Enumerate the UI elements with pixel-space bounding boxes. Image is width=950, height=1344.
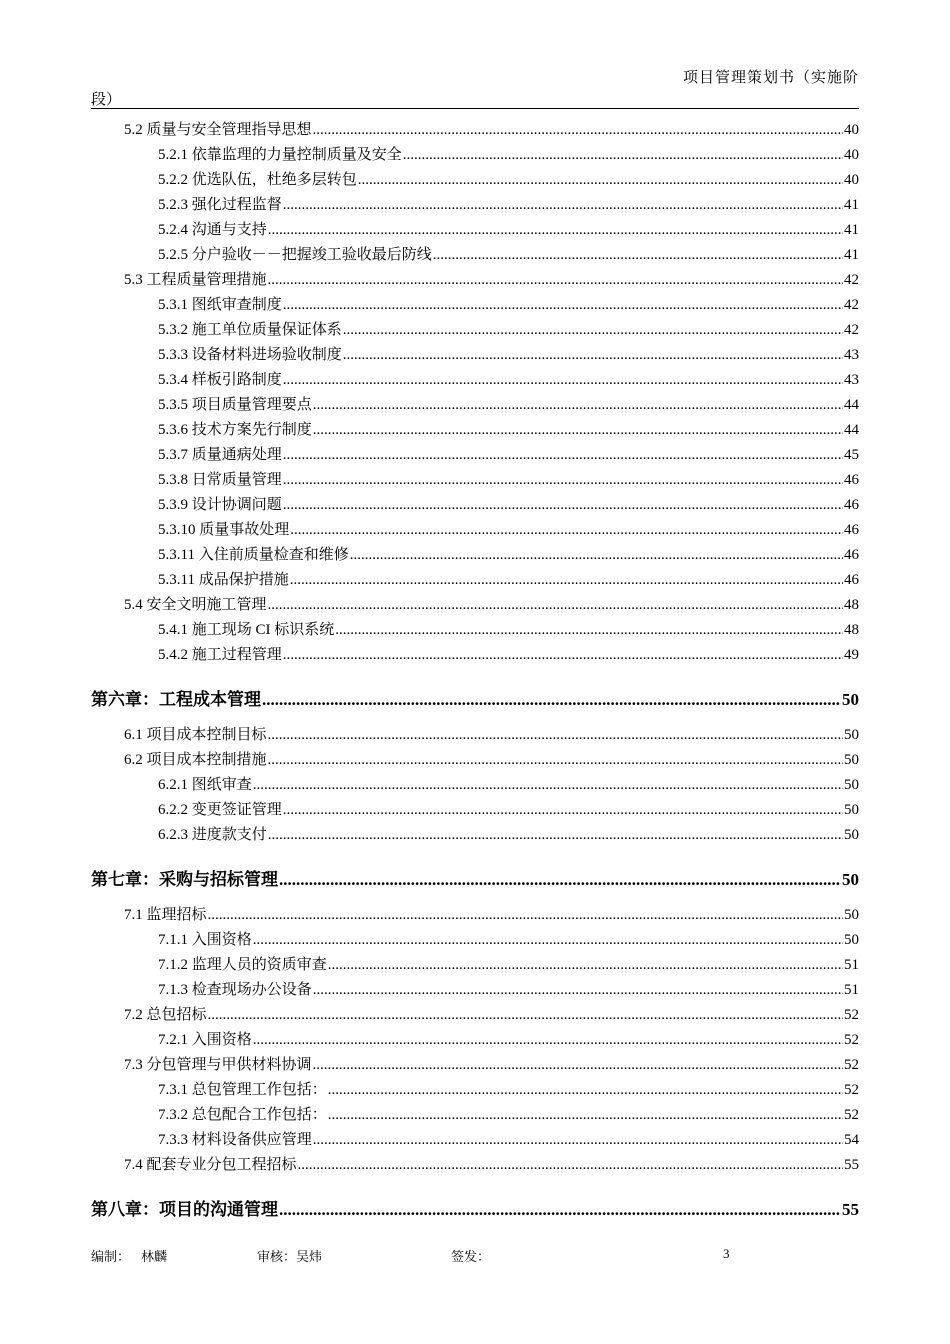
toc-entry-title: 7.4 配套专业分包工程招标: [124, 1157, 297, 1173]
toc-entry-title: 6.2.3 进度款支付: [158, 827, 267, 843]
toc-dot-leader: [313, 418, 843, 443]
toc-entry-title: 5.3.3 设备材料进场验收制度: [158, 347, 342, 363]
footer-editor-name: 林麟: [141, 1249, 168, 1264]
toc-entry-title: 7.1.1 入围资格: [158, 932, 252, 948]
footer-page-number: 3: [723, 1246, 730, 1261]
toc-entry[interactable]: [91, 393, 859, 418]
toc-entry-page: 52: [844, 1032, 859, 1048]
toc-entry-title: 6.2.1 图纸审查: [158, 777, 252, 793]
toc-entry-title: 5.3.1 图纸审查制度: [158, 297, 282, 313]
toc-entry[interactable]: [91, 343, 859, 368]
toc-entry[interactable]: [91, 773, 859, 798]
toc-entry-page: 44: [844, 397, 859, 413]
toc-entry-page: 46: [844, 497, 859, 513]
toc-entry-title: 5.3.4 样板引路制度: [158, 372, 282, 388]
toc-dot-leader: [283, 193, 843, 218]
toc-dot-leader: [350, 543, 843, 568]
toc-entry-page: 46: [844, 547, 859, 563]
footer-reviewer: 审核：吴炜: [257, 1249, 323, 1264]
toc-entry[interactable]: [91, 318, 859, 343]
toc-dot-leader: [283, 798, 843, 823]
toc-entry[interactable]: [91, 143, 859, 168]
toc-dot-leader: [268, 593, 843, 618]
toc-entry-page: 46: [844, 472, 859, 488]
toc-entry[interactable]: [91, 1028, 859, 1053]
toc-entry[interactable]: [91, 593, 859, 618]
toc-entry-title: 7.3.3 材料设备供应管理: [158, 1132, 312, 1148]
toc-dot-leader: [268, 748, 843, 773]
toc-entry-title: 7.1.2 监理人员的资质审查: [158, 957, 327, 973]
toc-entry-page: 52: [844, 1082, 859, 1098]
toc-dot-leader: [313, 1128, 843, 1153]
toc-entry[interactable]: [91, 1128, 859, 1153]
toc-dot-leader: [268, 268, 843, 293]
toc-entry[interactable]: [91, 978, 859, 1003]
toc-entry-page: 50: [844, 752, 859, 768]
toc-entry[interactable]: [91, 1078, 859, 1103]
toc-entry-page: 55: [844, 1157, 859, 1173]
toc-entry-title: 7.1.3 检查现场办公设备: [158, 982, 312, 998]
toc-entry[interactable]: [91, 293, 859, 318]
toc-entry-title: 5.3.6 技术方案先行制度: [158, 422, 312, 438]
toc-entry-page: 50: [844, 827, 859, 843]
toc-chapter-entry[interactable]: [91, 866, 859, 894]
toc-entry-page: 41: [844, 247, 859, 263]
toc-dot-leader: [403, 143, 843, 168]
toc-entry-title: 第八章：项目的沟通管理: [91, 1200, 278, 1219]
toc-entry[interactable]: [91, 518, 859, 543]
toc-entry[interactable]: [91, 798, 859, 823]
toc-entry-title: 7.3.2 总包配合工作包括：: [158, 1107, 327, 1123]
toc-entry[interactable]: [91, 493, 859, 518]
toc-dot-leader: [283, 643, 843, 668]
toc-entry[interactable]: [91, 953, 859, 978]
toc-entry-title: 5.3.5 项目质量管理要点: [158, 397, 312, 413]
toc-entry[interactable]: [91, 723, 859, 748]
toc-entry-page: 50: [844, 727, 859, 743]
toc-entry-title: 5.2.4 沟通与支持: [158, 222, 267, 238]
toc-entry-title: 5.3.9 设计协调问题: [158, 497, 282, 513]
toc-entry-title: 第七章：采购与招标管理: [91, 870, 278, 889]
toc-entry-title: 5.3.7 质量通病处理: [158, 447, 282, 463]
toc-entry-page: 42: [844, 322, 859, 338]
toc-entry[interactable]: [91, 418, 859, 443]
toc-entry[interactable]: [91, 443, 859, 468]
header-title: 项目管理策划书（实施阶: [682, 70, 859, 86]
toc-entry[interactable]: [91, 903, 859, 928]
toc-chapter-entry[interactable]: [91, 1196, 859, 1224]
footer-issuer: 签发：: [451, 1249, 491, 1264]
toc-entry[interactable]: [91, 568, 859, 593]
toc-entry[interactable]: [91, 823, 859, 848]
page-header: [91, 66, 859, 109]
toc-entry-title: 5.2 质量与安全管理指导思想: [124, 122, 312, 138]
toc-entry-title: 6.1 项目成本控制目标: [124, 727, 267, 743]
toc-entry-title: 第六章：工程成本管理: [91, 690, 261, 709]
toc-dot-leader: [313, 978, 843, 1003]
toc-entry-page: 41: [844, 197, 859, 213]
toc-entry-title: 5.4.2 施工过程管理: [158, 647, 282, 663]
toc-entry[interactable]: [91, 543, 859, 568]
toc-entry[interactable]: [91, 643, 859, 668]
toc-entry[interactable]: [91, 243, 859, 268]
toc-entry-title: 6.2.2 变更签证管理: [158, 802, 282, 818]
toc-dot-leader: [328, 1078, 843, 1103]
toc-entry-page: 40: [844, 172, 859, 188]
toc-entry-page: 52: [844, 1107, 859, 1123]
toc-entry-page: 49: [844, 647, 859, 663]
toc-dot-leader: [283, 443, 843, 468]
toc-entry-title: 5.3 工程质量管理措施: [124, 272, 267, 288]
toc-entry-title: 5.3.8 日常质量管理: [158, 472, 282, 488]
toc-entry[interactable]: [91, 748, 859, 773]
toc-entry-page: 52: [844, 1007, 859, 1023]
toc-entry-page: 46: [844, 522, 859, 538]
toc-dot-leader: [283, 493, 843, 518]
toc-entry-title: 7.2.1 入围资格: [158, 1032, 252, 1048]
toc-dot-leader: [290, 518, 843, 543]
toc-entry-title: 5.3.10 质量事故处理: [158, 522, 290, 538]
toc-entry-page: 50: [844, 777, 859, 793]
toc-entry-page: 55: [842, 1200, 859, 1219]
toc-entry-page: 50: [844, 907, 859, 923]
toc-dot-leader: [328, 1103, 843, 1128]
toc-entry-page: 42: [844, 272, 859, 288]
toc-dot-leader: [268, 723, 843, 748]
toc-entry-title: 7.1 监理招标: [124, 907, 207, 923]
toc-dot-leader: [343, 343, 843, 368]
toc-entry-page: 45: [844, 447, 859, 463]
toc-entry-page: 50: [844, 932, 859, 948]
toc-entry-page: 43: [844, 372, 859, 388]
toc-entry[interactable]: [91, 193, 859, 218]
toc-entry-title: 7.2 总包招标: [124, 1007, 207, 1023]
toc-entry-page: 48: [844, 597, 859, 613]
toc-entry-title: 5.3.11 入住前质量检查和维修: [158, 547, 349, 563]
toc-entry-page: 48: [844, 622, 859, 638]
toc-entry-title: 5.3.11 成品保护措施: [158, 572, 289, 588]
toc-entry-page: 40: [844, 147, 859, 163]
toc-entry-page: 52: [844, 1057, 859, 1073]
toc-entry-title: 5.2.2 优选队伍，杜绝多层转包: [158, 172, 357, 188]
toc-entry-page: 50: [844, 802, 859, 818]
toc-entry[interactable]: [91, 468, 859, 493]
toc-dot-leader: [268, 823, 843, 848]
toc-dot-leader: [313, 393, 843, 418]
toc-chapter-entry[interactable]: [91, 686, 859, 714]
toc-dot-leader: [290, 568, 843, 593]
toc-entry-page: 50: [842, 690, 859, 709]
toc-entry[interactable]: [91, 118, 859, 143]
toc-dot-leader: [283, 368, 843, 393]
toc-entry-title: 7.3.1 总包管理工作包括：: [158, 1082, 327, 1098]
toc-entry-title: 5.4 安全文明施工管理: [124, 597, 267, 613]
toc-dot-leader: [313, 1053, 843, 1078]
toc-dot-leader: [343, 318, 843, 343]
toc-dot-leader: [433, 243, 843, 268]
toc-entry-page: 40: [844, 122, 859, 138]
toc-entry-title: 6.2 项目成本控制措施: [124, 752, 267, 768]
toc-entry-page: 54: [844, 1132, 859, 1148]
toc-entry[interactable]: [91, 1103, 859, 1128]
toc-dot-leader: [253, 773, 843, 798]
footer-editor-label: 编制：: [91, 1249, 131, 1264]
toc-entry-page: 46: [844, 572, 859, 588]
toc-dot-leader: [298, 1153, 843, 1178]
toc-dot-leader: [208, 1003, 843, 1028]
table-of-contents: [91, 118, 859, 1233]
toc-entry-title: 5.2.5 分户验收－－把握竣工验收最后防线: [158, 247, 432, 263]
toc-entry-title: 5.2.3 强化过程监督: [158, 197, 282, 213]
toc-entry[interactable]: [91, 1153, 859, 1178]
toc-entry[interactable]: [91, 168, 859, 193]
toc-dot-leader: [268, 218, 843, 243]
toc-dot-leader: [253, 928, 843, 953]
toc-entry-page: 50: [842, 870, 859, 889]
toc-dot-leader: [335, 618, 843, 643]
toc-entry[interactable]: [91, 268, 859, 293]
toc-entry-title: 5.3.2 施工单位质量保证体系: [158, 322, 342, 338]
toc-dot-leader: [253, 1028, 843, 1053]
toc-entry-title: 5.2.1 依靠监理的力量控制质量及安全: [158, 147, 402, 163]
toc-dot-leader: [328, 953, 843, 978]
toc-entry[interactable]: [91, 218, 859, 243]
toc-dot-leader: [279, 866, 841, 894]
toc-dot-leader: [262, 686, 841, 714]
toc-dot-leader: [313, 118, 843, 143]
toc-entry[interactable]: [91, 1053, 859, 1078]
toc-dot-leader: [283, 468, 843, 493]
toc-entry-title: 7.3 分包管理与甲供材料协调: [124, 1057, 312, 1073]
page-footer: [91, 1246, 859, 1266]
toc-dot-leader: [358, 168, 843, 193]
toc-entry-page: 44: [844, 422, 859, 438]
toc-entry[interactable]: [91, 1003, 859, 1028]
toc-entry[interactable]: [91, 368, 859, 393]
toc-dot-leader: [208, 903, 843, 928]
toc-entry-page: 41: [844, 222, 859, 238]
toc-dot-leader: [283, 293, 843, 318]
toc-entry[interactable]: [91, 618, 859, 643]
header-title-continued: 段）: [91, 92, 122, 108]
toc-entry-title: 5.4.1 施工现场 CI 标识系统: [158, 622, 335, 638]
toc-entry-page: 51: [844, 982, 859, 998]
toc-entry-page: 43: [844, 347, 859, 363]
toc-entry-page: 42: [844, 297, 859, 313]
toc-entry[interactable]: [91, 928, 859, 953]
toc-dot-leader: [279, 1196, 841, 1224]
toc-entry-page: 51: [844, 957, 859, 973]
